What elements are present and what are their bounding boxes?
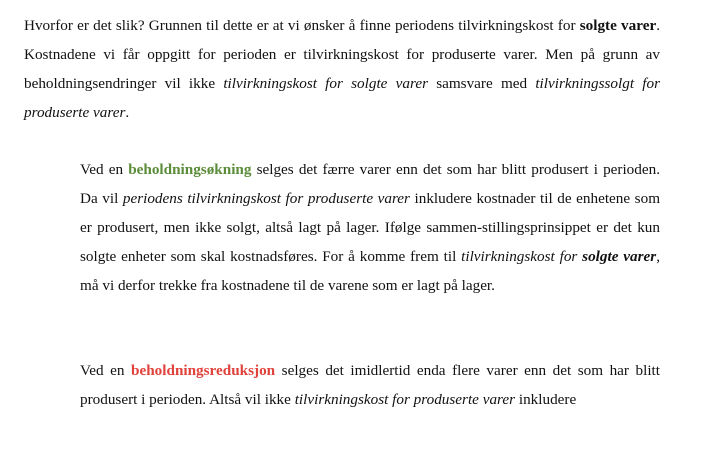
text-segment: selges det færre varer enn det som har blitt produsert i perioden. Da vil [80,161,660,207]
text-segment: Ved en [80,161,129,178]
italic-term: tilvirkningskost for [461,248,583,265]
text-segment: . [125,104,130,121]
text-segment: Ved en [80,362,132,379]
term-beholdningsokning: beholdningsøkning [128,161,252,178]
paragraph-intro [24,11,660,127]
italic-term: tilvirkningskost for produserte varer [294,391,516,408]
emphasis-solgte-varer: solgte varer [579,17,657,34]
italic-term: periodens tilvirkningskost for produserte varer [122,190,410,207]
text-segment: samsvare med [427,75,536,92]
emphasis-solgte-varer: solgte varer [582,248,657,265]
italic-term: tilvirkningssolgt for produserte varer [24,75,660,121]
text-segment: , må vi derfor trekke fra kostnadene til de varene som er lagt på lager. [80,248,660,294]
text-segment: Hvorfor er det slik? Grunnen til dette er at vi ønsker å finne periodens tilvirkningskost for [24,17,580,34]
paragraph-beholdningsokning [80,155,660,300]
text-segment: . Kostnadene vi får oppgitt for perioden er tilvirkningskost for produserte varer. Men på grunn av beholdningsendringer vil ikke [24,17,660,92]
text-segment: inkludere kostnader til de enhetene som er produsert, men ikke solgt, altså lagt på lager. Ifølge sammen-stillingsprinsippet er det kun solgte enheter som skal kostnadsføres. For å komme frem til [80,190,661,265]
italic-term: tilvirkningskost for solgte varer [223,75,428,92]
text-segment: selges det imidlertid enda flere varer enn det som har blitt produsert i perioden. Altså vil ikke [80,362,660,408]
term-beholdningsreduksjon: beholdningsreduksjon [131,362,276,379]
paragraph-beholdningsreduksjon [80,356,660,414]
text-segment: inkludere [515,391,577,408]
